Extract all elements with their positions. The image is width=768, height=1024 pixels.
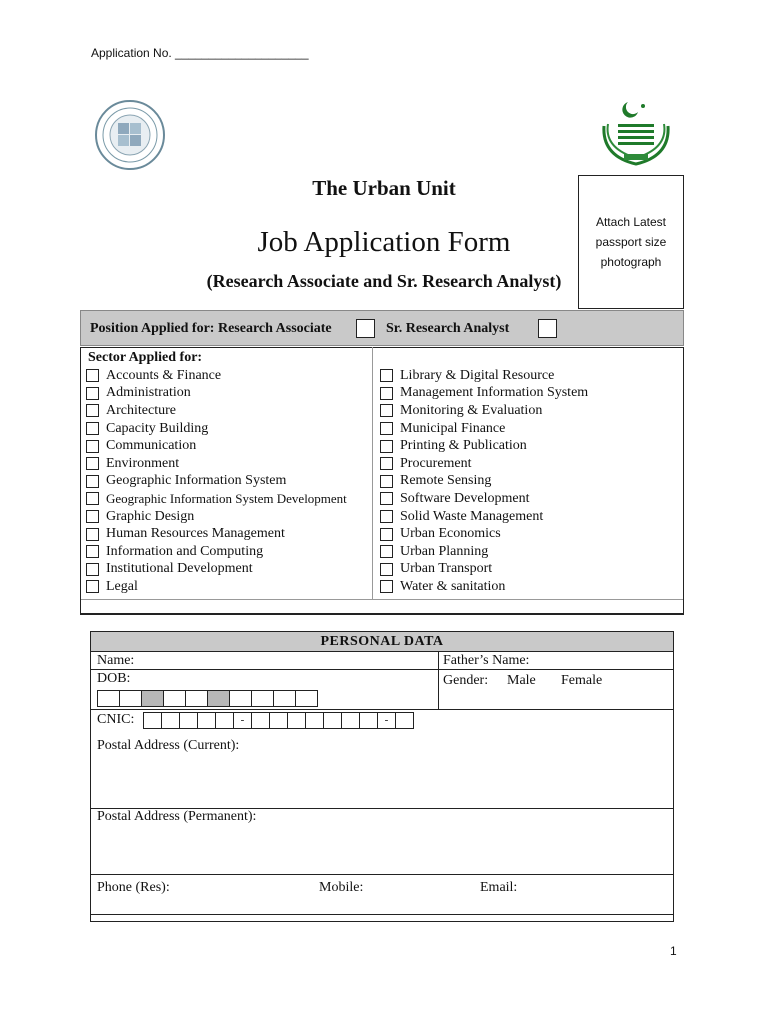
sector-item[interactable]: Architecture [86,402,347,420]
page-number: 1 [670,944,677,958]
dob-digit[interactable] [97,690,120,707]
sector-item[interactable]: Software Development [380,490,588,508]
cnic-digit[interactable] [341,712,360,729]
cnic-boxes[interactable] [143,712,413,730]
gender-male[interactable]: Male [507,673,536,688]
checkbox[interactable] [380,404,393,417]
dob-digit[interactable] [163,690,186,707]
postal-permanent-label: Postal Address (Permanent): [97,809,257,824]
dob-digit[interactable] [229,690,252,707]
checkbox[interactable] [86,457,99,470]
sector-item[interactable]: Water & sanitation [380,578,588,596]
cnic-digit[interactable] [359,712,378,729]
sector-item[interactable]: Urban Transport [380,561,588,579]
checkbox[interactable] [86,440,99,453]
sector-item[interactable]: Administration [86,385,347,403]
postal-current-label: Postal Address (Current): [97,738,240,753]
checkbox[interactable] [380,475,393,488]
sector-item[interactable]: Accounts & Finance [86,367,347,385]
checkbox[interactable] [86,422,99,435]
checkbox[interactable] [380,580,393,593]
table-bottom-line [91,914,673,915]
sector-item[interactable]: Communication [86,437,347,455]
checkbox[interactable] [380,528,393,541]
checkbox[interactable] [86,528,99,541]
checkbox[interactable] [86,475,99,488]
checkbox[interactable] [86,563,99,576]
email-label: Email: [480,880,518,895]
sector-item[interactable]: Library & Digital Resource [380,367,588,385]
checkbox[interactable] [380,563,393,576]
cnic-digit[interactable] [323,712,342,729]
father-name-label: Father’s Name: [443,653,530,668]
cnic-digit[interactable] [395,712,414,729]
cnic-digit[interactable] [251,712,270,729]
application-number: Application No. ____________________ [91,46,309,60]
dob-digit[interactable] [185,690,208,707]
checkbox[interactable] [380,387,393,400]
sector-item[interactable]: Legal [86,578,347,596]
name-row [91,652,673,670]
dob-digit[interactable] [295,690,318,707]
gender-label: Gender: [443,673,489,688]
cnic-digit[interactable] [305,712,324,729]
dob-separator [141,690,164,707]
photo-box[interactable] [578,175,684,309]
personal-data-heading: PERSONAL DATA [91,632,673,652]
org-title: The Urban Unit [312,176,456,200]
dob-separator [207,690,230,707]
cnic-dash: - [233,712,252,729]
checkbox[interactable] [86,387,99,400]
cnic-digit[interactable] [143,712,162,729]
name-label: Name: [97,653,135,668]
checkbox[interactable] [380,440,393,453]
checkbox[interactable] [86,369,99,382]
form-subtitle: (Research Associate and Sr. Research Analyst) [206,271,562,291]
sector-list-right [380,367,588,596]
sector-item[interactable]: Institutional Development [86,561,347,579]
sector-item[interactable]: Remote Sensing [380,473,588,491]
sector-list-left [86,367,347,596]
cnic-label: CNIC: [97,712,135,727]
left-seal-logo [94,99,166,171]
sector-item[interactable]: Information and Computing [86,543,347,561]
punjab-government-emblem [596,96,676,168]
checkbox[interactable] [380,545,393,558]
sector-item[interactable]: Management Information System [380,385,588,403]
sector-item[interactable]: Capacity Building [86,420,347,438]
gender-female[interactable]: Female [561,673,603,688]
mobile-label: Mobile: [319,880,364,895]
dob-boxes[interactable] [97,690,317,708]
position-option-2: Sr. Research Analyst [386,321,510,336]
sector-divider [372,347,373,599]
cnic-digit[interactable] [179,712,198,729]
sector-item[interactable]: Geographic Information System [86,473,347,491]
checkbox[interactable] [86,492,99,505]
cnic-digit[interactable] [287,712,306,729]
checkbox[interactable] [86,510,99,523]
checkbox[interactable] [86,404,99,417]
checkbox[interactable] [380,492,393,505]
sector-item[interactable]: Printing & Publication [380,437,588,455]
dob-digit[interactable] [119,690,142,707]
cnic-digit[interactable] [269,712,288,729]
sector-item[interactable]: Environment [86,455,347,473]
checkbox[interactable] [380,369,393,382]
dob-label: DOB: [97,671,131,686]
position-label: Position Applied for: Research Associate [90,321,332,336]
photo-text-2: passport size [595,235,667,249]
cnic-digit[interactable] [197,712,216,729]
sector-label: Sector Applied for: [88,350,203,365]
checkbox[interactable] [380,457,393,470]
checkbox[interactable] [380,510,393,523]
phone-label: Phone (Res): [97,880,170,895]
dob-digit[interactable] [273,690,296,707]
photo-text-1: Attach Latest [595,215,667,229]
sector-item[interactable]: Geographic Information System Development [86,490,347,508]
research-associate-checkbox[interactable] [356,319,375,338]
checkbox[interactable] [86,545,99,558]
sector-item[interactable]: Urban Economics [380,525,588,543]
cnic-dash: - [377,712,396,729]
sector-item[interactable]: Municipal Finance [380,420,588,438]
phone-divider [91,874,673,875]
cnic-digit[interactable] [215,712,234,729]
sector-item[interactable]: Solid Waste Management [380,508,588,526]
checkbox[interactable] [380,422,393,435]
sector-item[interactable]: Procurement [380,455,588,473]
dob-digit[interactable] [251,690,274,707]
form-title: Job Application Form [257,226,511,258]
cnic-digit[interactable] [161,712,180,729]
checkbox[interactable] [86,580,99,593]
sector-item[interactable]: Graphic Design [86,508,347,526]
sector-item[interactable]: Monitoring & Evaluation [380,402,588,420]
sector-item[interactable]: Urban Planning [380,543,588,561]
sector-item[interactable]: Human Resources Management [86,525,347,543]
sr-research-analyst-checkbox[interactable] [538,319,557,338]
photo-text-3: photograph [600,255,662,269]
sector-bottom-line [81,599,683,600]
